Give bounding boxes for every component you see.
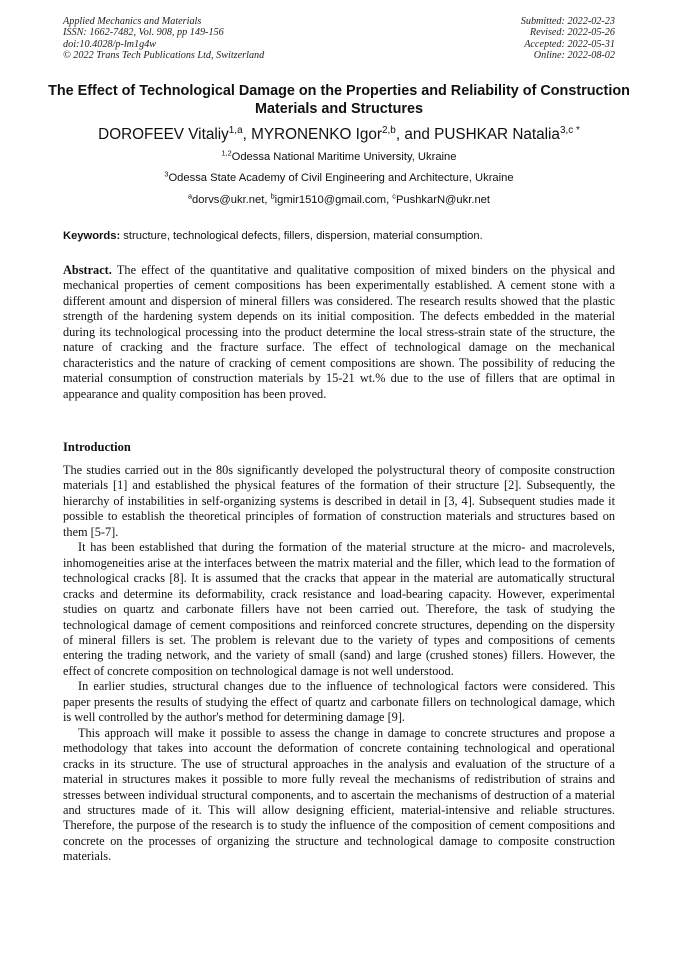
author-list xyxy=(20,125,658,144)
abstract-text: The effect of the quantitative and qualitative composition of mixed binders on the physical and mechanical properties of cement compositions has been experimentally established. A cement stone with a different amount and dispersion of mineral fillers was considered. The research results showed that the plastic strength of the hardening system depends on its initial composition. The defects embedded in the material during its technological processing into the product determine the local stress-strain state of the structure, the nature of cracking and the fracture surface. The effect of technological damage on the mechanical characteristics and the nature of cracking of cement compositions are shown. The possibility of reducing the material consumption of construction materials by 15-21 wt.% due to the use of fillers that are optimal in appearance and quality composition has been proved. xyxy=(63,263,615,401)
online-date: Online: 2022-08-02 xyxy=(533,50,615,62)
journal-name: Applied Mechanics and Materials xyxy=(63,16,202,27)
author-name: MYRONENKO Igor xyxy=(251,126,383,143)
introduction-body xyxy=(63,463,615,865)
author-separator: , and xyxy=(395,126,435,143)
author-name: PUSHKAR Natalia xyxy=(434,126,560,143)
author-superscript: 3,c * xyxy=(559,124,580,136)
affiliation-superscript: 1,2 xyxy=(221,148,232,158)
publication-dates xyxy=(521,16,615,62)
accepted-date: Accepted: 2022-05-31 xyxy=(524,38,615,50)
introduction-heading: Introduction xyxy=(63,440,131,454)
email-link[interactable]: PushkarN@ukr.net xyxy=(395,194,490,206)
affiliation-1 xyxy=(20,150,658,164)
introduction-paragraph: The studies carried out in the 80s significantly developed the polystructural theory of composite construction materials [1] and established the physical features of the formation of their structure [2]. Subsequently, the hierarchy of instabilities in self-organizing systems is described in detail in [3, 4]. Subsequent studies made it possible to establish the theoretical principles of formation of construction materials and structures based on them [5-7]. xyxy=(63,463,615,539)
email-link[interactable]: dorvs@ukr.net, xyxy=(192,194,271,206)
affiliation-text: Odessa State Academy of Civil Engineering and Architecture, Ukraine xyxy=(168,172,514,184)
journal-info xyxy=(63,16,264,62)
email-superscript: b xyxy=(270,191,275,201)
introduction-paragraph: It has been established that during the formation of the material structure at the micro- and macrolevels, inhomogeneities arise at the interfaces between the matrix material and the filler, which lead to the formation of technological cracks [8]. It is assumed that the cracks that appear in the material are automatically structural cracks and determine its deformability, crack resistance and load-bearing capacity. However, experimental studies on quartz and carbonate fillers have not been carried out. Therefore, the task of studying the technological damage of cement compositions and reinforced concrete structures, depending on the dispersity of mineral fillers is set. The problem is relevant due to the variety of types and compositions of cements entering the trading network, and the variety of small (sand) and large (crushed stones) fillers. However, the effect of concrete composition on technological damage is not well understood. xyxy=(63,540,615,678)
author-separator: , xyxy=(242,126,252,143)
issn-line: ISSN: 1662-7482, Vol. 908, pp 149-156 xyxy=(63,27,224,39)
abstract-label: Abstract. xyxy=(63,263,112,277)
keywords-text: structure, technological defects, fillers, dispersion, material consumption. xyxy=(120,230,483,242)
email-list xyxy=(20,193,658,207)
affiliation-2 xyxy=(20,171,658,185)
submitted-date: Submitted: 2022-02-23 xyxy=(520,16,615,27)
keywords xyxy=(63,229,623,243)
affiliation-text: Odessa National Maritime University, Ukraine xyxy=(231,151,457,163)
author-superscript: 2,b xyxy=(382,124,396,136)
email-superscript: a xyxy=(188,191,193,201)
revised-date: Revised: 2022-05-26 xyxy=(529,27,615,39)
email-superscript: c xyxy=(392,191,396,201)
email-link[interactable]: igmir1510@gmail.com, xyxy=(274,194,393,206)
keywords-label: Keywords: xyxy=(63,230,121,242)
doi-line[interactable]: doi:10.4028/p-lm1g4w xyxy=(63,38,157,50)
abstract xyxy=(63,263,615,402)
author-name: DOROFEEV Vitaliy xyxy=(98,126,229,143)
introduction-paragraph: This approach will make it possible to assess the change in damage to concrete structures and propose a methodology that takes into account the deformation of concrete containing technological and operational cracks in its structure. The use of structural approaches in the analysis and evaluation of the structure of a material in structures makes it possible to more fully reveal the mechanisms of redistribution of strains and stresses between individual structural components, and to ascertain the mechanisms of destruction of a material and structures made of it. This will allow designing efficient, material-intensive and reliable structures. Therefore, the purpose of the research is to study the influence of the composition of cement compositions and concrete on the processes of organizing the structure and technological damage to composite construction materials. xyxy=(63,725,615,864)
affiliation-superscript: 3 xyxy=(164,169,169,179)
introduction-paragraph: In earlier studies, structural changes due to the influence of technological factors were considered. This paper presents the results of studying the effect of quartz and carbonate fillers on technological damage, which is well controlled by the author's method for determining damage [9]. xyxy=(63,679,615,725)
copyright-line: © 2022 Trans Tech Publications Ltd, Switzerland xyxy=(63,50,265,62)
author-superscript: 1,a xyxy=(228,124,243,136)
paper-title: The Effect of Technological Damage on the Properties and Reliability of Construction Materials and Structures xyxy=(48,83,630,117)
